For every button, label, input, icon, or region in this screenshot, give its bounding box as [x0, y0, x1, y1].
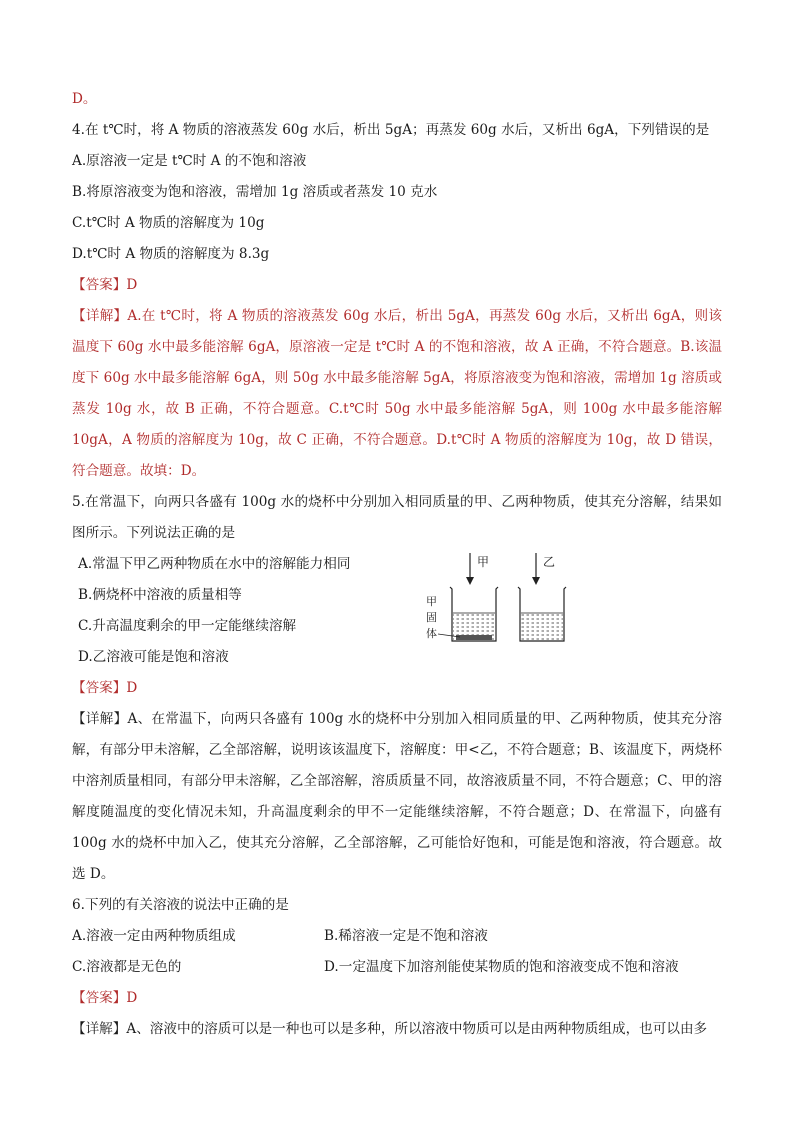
arrowhead-jia [466, 577, 474, 585]
label-jia: 甲 [477, 555, 490, 569]
beaker-figure [426, 549, 606, 649]
q6-answer: 【答案】D [72, 990, 138, 1006]
q4-option-d: D.t℃时 A 物质的溶解度为 8.3g [72, 246, 270, 262]
q5-answer: 【答案】D [72, 680, 138, 696]
q6-option-d: D.一定温度下加溶剂能使某物质的饱和溶液变成不饱和溶液 [324, 959, 679, 975]
solution-yi [521, 613, 563, 640]
q4-option-c: C.t℃时 A 物质的溶解度为 10g [72, 215, 265, 231]
q5-stem: 5.在常温下，向两只各盛有 100g 水的烧杯中分别加入相同质量的甲、乙两种物质，使其充分溶解，结果如图所示。下列说法正确的是 [72, 494, 722, 541]
q5-block [72, 487, 722, 673]
q6-option-a: A.溶液一定由两种物质组成 [72, 928, 236, 944]
q4-option-a: A.原溶液一定是 t℃时 A 的不饱和溶液 [72, 153, 307, 169]
document-page [72, 84, 722, 1045]
arrowhead-yi [532, 577, 540, 585]
q4-option-b: B.将原溶液变为饱和溶液，需增加 1g 溶质或者蒸发 10 克水 [72, 184, 438, 200]
q6-stem: 6.下列的有关溶液的说法中正确的是 [72, 897, 289, 913]
solid-label-1: 甲 [426, 595, 437, 608]
undissolved-solid [456, 635, 492, 640]
q6-options-row-1 [72, 921, 722, 952]
q5-option-c: C.升高温度剩余的甲一定能继续溶解 [78, 618, 297, 634]
q6-options-row-2 [72, 952, 722, 983]
q6-explanation: 【详解】A、溶液中的溶质可以是一种也可以是多种，所以溶液中物质可以是由两种物质组成，也可以由多 [72, 1021, 708, 1037]
q4-answer: 【答案】D [72, 277, 138, 293]
q6-option-c: C.溶液都是无色的 [72, 959, 182, 975]
label-yi: 乙 [543, 555, 556, 569]
solid-label-3: 体 [426, 627, 437, 640]
q5-explanation: 【详解】A、在常温下，向两只各盛有 100g 水的烧杯中分别加入相同质量的甲、乙两种物质，使其充分溶解，有部分甲未溶解，乙全部溶解，说明该该温度下，溶解度：甲<乙，不符合题意；B、该温度下，两烧杯中溶剂质量相同，有部分甲未溶解，乙全部溶解，溶质质量不同，故溶液质量不同，不符合题意；C、甲的溶解度随温度的变化情况未知，升高温度剩余的甲不一定能继续溶解，不符合题意；D、在常温下，向盛有 100g 水的烧杯中加入乙，使其充分溶解，乙全部溶解，乙可能恰好饱和，可能是饱和溶液，符合题意。故选 D。 [72, 711, 722, 882]
solid-label-2: 固 [426, 611, 437, 624]
q5-option-a: A.常温下甲乙两种物质在水中的溶解能力相同 [78, 556, 351, 572]
q6-option-b: B.稀溶液一定是不饱和溶液 [324, 928, 488, 944]
q4-explanation: 【详解】A.在 t℃时，将 A 物质的溶液蒸发 60g 水后，析出 5gA，再蒸发 60g 水后，又析出 6gA，则该温度下 60g 水中最多能溶解 6gA，原溶液一定是 t℃时 A 的不饱和溶液，故 A 正确，不符合题意。B.该温度下 60g 水中最多能溶解 6gA，则 50g 水中最多能溶解 5gA，将原溶液变为饱和溶液，需增加 1g 溶质或蒸发 10g 水，故 B 正确，不符合题意。C.t℃时 50g 水中最多能溶解 5gA，则 100g 水中最多能溶解 10gA，A 物质的溶解度为 10g，故 C 正确，不符合题意。D.t℃时 A 物质的溶解度为 10g，故 D 错误，符合题意。故填：D。 [72, 308, 722, 479]
previous-answer-tail: D。 [72, 91, 97, 107]
q5-option-b: B.俩烧杯中溶液的质量相等 [78, 587, 242, 603]
q4-stem: 4.在 t℃时，将 A 物质的溶液蒸发 60g 水后，析出 5gA；再蒸发 60g 水后，又析出 6gA，下列错误的是 [72, 122, 710, 138]
q5-option-d: D.乙溶液可能是饱和溶液 [78, 649, 229, 665]
